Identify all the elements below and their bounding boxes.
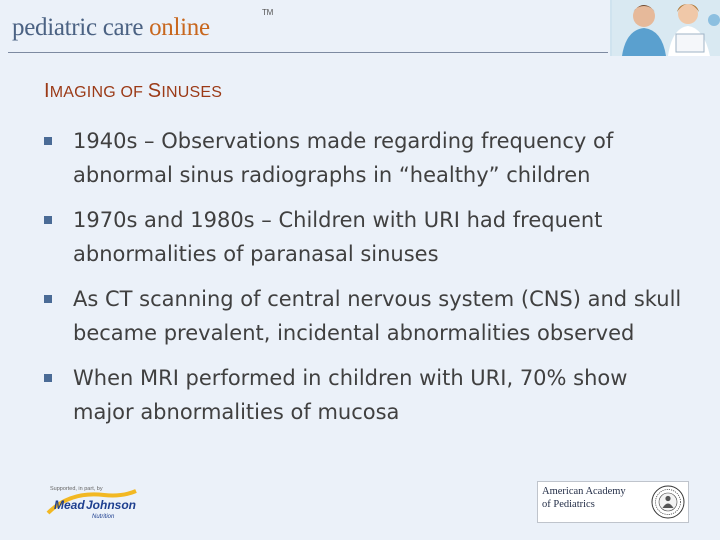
sponsor-mead-text: Mead bbox=[54, 498, 85, 512]
bullet-item bbox=[44, 124, 684, 192]
bullet-item bbox=[44, 203, 684, 271]
title-rest-imaging: MAGING bbox=[49, 84, 121, 101]
sponsor-johnson-text: Johnson bbox=[86, 498, 136, 512]
bullet-list bbox=[44, 124, 684, 440]
bullet-text: When MRI performed in children with URI, 70% show major abnormalities of mucosa bbox=[73, 366, 628, 424]
slide-title bbox=[44, 80, 222, 103]
sponsor-nutrition-text: Nutrition bbox=[92, 514, 115, 520]
pediatric-care-online-logo bbox=[12, 8, 273, 42]
aap-name bbox=[542, 485, 626, 511]
square-bullet-icon bbox=[44, 137, 52, 145]
title-rest-sinuses: INUSES bbox=[161, 84, 223, 101]
square-bullet-icon bbox=[44, 374, 52, 382]
bullet-text: As CT scanning of central nervous system (CNS) and skull became prevalent, incidental abnormalities observed bbox=[73, 287, 682, 345]
header-photo-clinicians bbox=[610, 0, 720, 56]
aap-seal-icon bbox=[651, 485, 685, 519]
title-initial-sinuses: S bbox=[147, 80, 162, 102]
aap-line-1: American Academy bbox=[542, 486, 626, 497]
square-bullet-icon bbox=[44, 295, 52, 303]
logo-text-main: pediatric care bbox=[12, 14, 150, 41]
mead-johnson-sponsor-logo bbox=[46, 483, 138, 523]
aap-line-2: of Pediatrics bbox=[542, 499, 595, 510]
square-bullet-icon bbox=[44, 216, 52, 224]
header-divider bbox=[8, 52, 608, 53]
bullet-text: 1970s and 1980s – Children with URI had frequent abnormalities of paranasal sinuses bbox=[73, 208, 603, 266]
trademark-symbol: TM bbox=[262, 8, 273, 17]
bullet-item bbox=[44, 282, 684, 350]
bullet-item bbox=[44, 361, 684, 429]
title-of: OF bbox=[120, 84, 148, 101]
aap-logo bbox=[537, 481, 689, 523]
sponsor-small-text: Supported, in part, by bbox=[50, 486, 103, 492]
title-initial-imaging: I bbox=[44, 80, 50, 102]
logo-text-online: online bbox=[149, 14, 210, 41]
bullet-text: 1940s – Observations made regarding frequency of abnormal sinus radiographs in “healthy” children bbox=[73, 129, 614, 187]
